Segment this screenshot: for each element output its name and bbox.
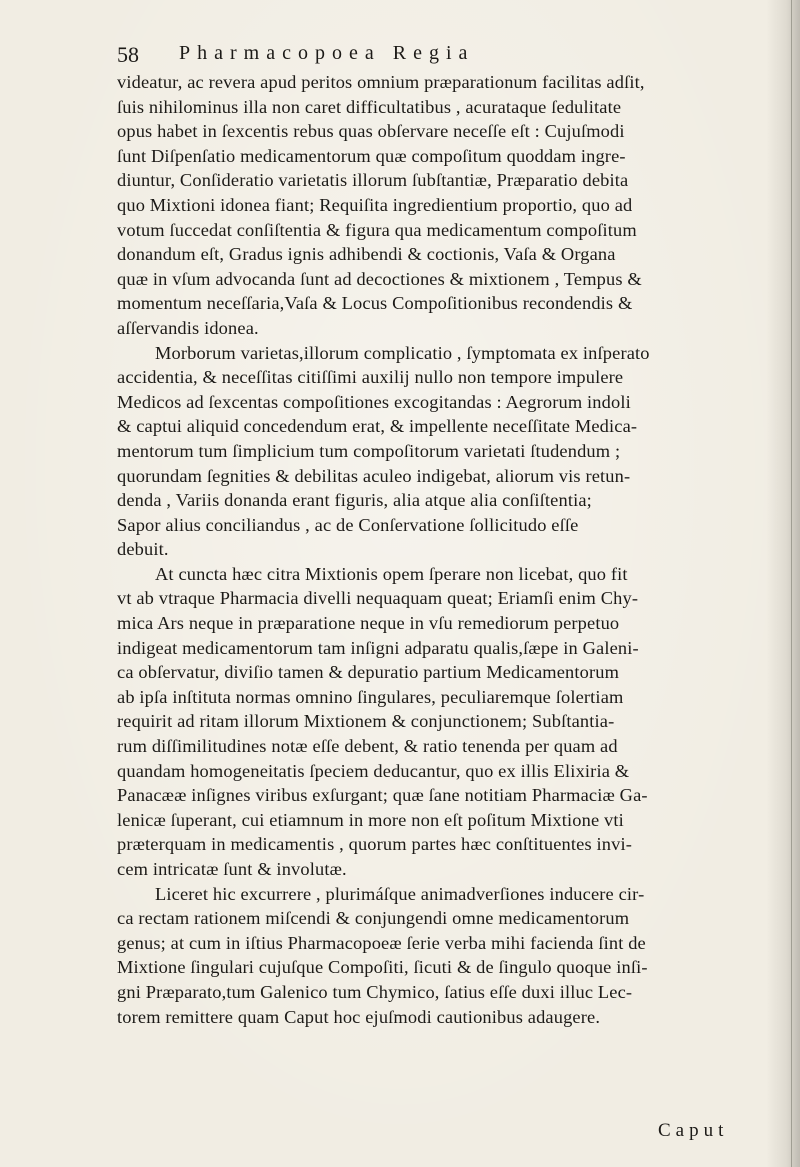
text-line: Panacææ inſignes viribus exſurgant; quæ ſane notitiam Pharmaciæ Ga- bbox=[117, 785, 648, 806]
page-edge-line bbox=[791, 0, 792, 1167]
paragraph-start-line: At cuncta hæc citra Mixtionis opem ſperare non licebat, quo fit bbox=[155, 563, 628, 584]
paragraph-start-line: Morborum varietas,illorum complicatio , ſymptomata ex inſperato bbox=[155, 342, 650, 363]
text-line: quo Mixtioni idonea fiant; Requiſita ingredientium proportio, quo ad bbox=[117, 194, 633, 215]
text-line: ſuis nihilominus illa non caret difficultatibus , acurataque ſedulitate bbox=[117, 96, 622, 117]
text-line: Medicos ad ſexcentas compoſitiones excogitandas : Aegrorum indoli bbox=[117, 391, 631, 412]
text-line: Mixtione ſingulari cujuſque Compoſiti, ſicuti & de ſingulo quoque inſi- bbox=[117, 957, 648, 978]
page-header bbox=[117, 40, 737, 70]
paragraph-start-line: Liceret hic excurrere , plurimáſque animadverſiones inducere cir- bbox=[155, 883, 645, 904]
text-line: opus habet in ſexcentis rebus quas obſervare neceſſe eſt : Cujuſmodi bbox=[117, 121, 625, 142]
text-line: diuntur, Conſideratio varietatis illorum ſubſtantiæ, Præparatio debita bbox=[117, 170, 629, 191]
text-line: torem remittere quam Caput hoc ejuſmodi cautionibus adaugere. bbox=[117, 1006, 601, 1027]
text-line: rum diſſimilitudines notæ eſſe debent, & ratio tenenda per quam ad bbox=[117, 736, 618, 757]
text-line: præterquam in medicamentis , quorum partes hæc conſtituentes invi- bbox=[117, 834, 633, 855]
text-line: quandam homogeneitatis ſpeciem deducantur, quo ex illis Elixiria & bbox=[117, 760, 630, 781]
text-line: denda , Variis donanda erant figuris, alia atque alia conſiſtentia; bbox=[117, 490, 592, 511]
text-line: ca rectam rationem miſcendi & conjungendi omne medicamentorum bbox=[117, 908, 630, 929]
text-line: ſunt Diſpenſatio medicamentorum quæ compoſitum quoddam ingre- bbox=[117, 145, 626, 166]
text-line: indigeat medicamentorum tam inſigni adparatu qualis,ſæpe in Galeni- bbox=[117, 637, 639, 658]
text-line: quæ in vſum advocanda ſunt ad decoctiones & mixtionem , Tempus & bbox=[117, 268, 642, 289]
text-line: videatur, ac revera apud peritos omnium præparationum facilitas adſit, bbox=[117, 72, 645, 92]
text-line: genus; at cum in iſtius Pharmacopoeæ ſerie verba mihi facienda ſint de bbox=[117, 932, 646, 953]
text-line: gni Præparato,tum Galenico tum Chymico, ſatius eſſe duxi illuc Lec- bbox=[117, 981, 633, 1002]
page-number: 58 bbox=[117, 42, 139, 67]
text-line: donandum eſt, Gradus ignis adhibendi & coctionis, Vaſa & Organa bbox=[117, 244, 616, 265]
text-line: ca obſervatur, diviſio tamen & depuratio partium Medicamentorum bbox=[117, 662, 620, 683]
text-line: accidentia, & neceſſitas citiſſimi auxilij nullo non tempore impulere bbox=[117, 367, 624, 388]
text-line: votum ſuccedat conſiſtentia & figura qua medicamentum compoſitum bbox=[117, 219, 637, 240]
text-line: aſſervandis idonea. bbox=[117, 317, 259, 338]
body-text bbox=[117, 70, 779, 1029]
text-line: requirit ad ritam illorum Mixtionem & conjunctionem; Subſtantia- bbox=[117, 711, 615, 732]
text-line: vt ab vtraque Pharmacia divelli nequaquam queat; Eriamſi enim Chy- bbox=[117, 588, 639, 609]
text-line: debuit. bbox=[117, 539, 169, 560]
text-line: mica Ars neque in præparatione neque in vſu remediorum perpetuo bbox=[117, 613, 620, 634]
text-line: ab ipſa inſtituta normas omnino ſingulares, peculiaremque ſolertiam bbox=[117, 686, 624, 707]
text-line: & captui aliquid concedendum erat, & impellente neceſſitate Medica- bbox=[117, 416, 638, 437]
text-line: lenicæ ſuperant, cui etiamnum in more non eſt poſitum Mixtione vti bbox=[117, 809, 624, 830]
text-line: momentum neceſſaria,Vaſa & Locus Compoſitionibus recondendis & bbox=[117, 293, 633, 314]
catchword: Caput bbox=[658, 1120, 729, 1141]
text-line: cem intricatæ ſunt & involutæ. bbox=[117, 859, 347, 879]
text-line: quorundam ſegnities & debilitas aculeo indigebat, aliorum vis retun- bbox=[117, 465, 631, 486]
running-head: Pharmacopoea Regia bbox=[179, 42, 475, 64]
text-line: Sapor alius conciliandus , ac de Conſervatione ſollicitudo eſſe bbox=[117, 514, 579, 535]
text-line: mentorum tum ſimplicium tum compoſitorum varietati ſtudendum ; bbox=[117, 440, 621, 461]
